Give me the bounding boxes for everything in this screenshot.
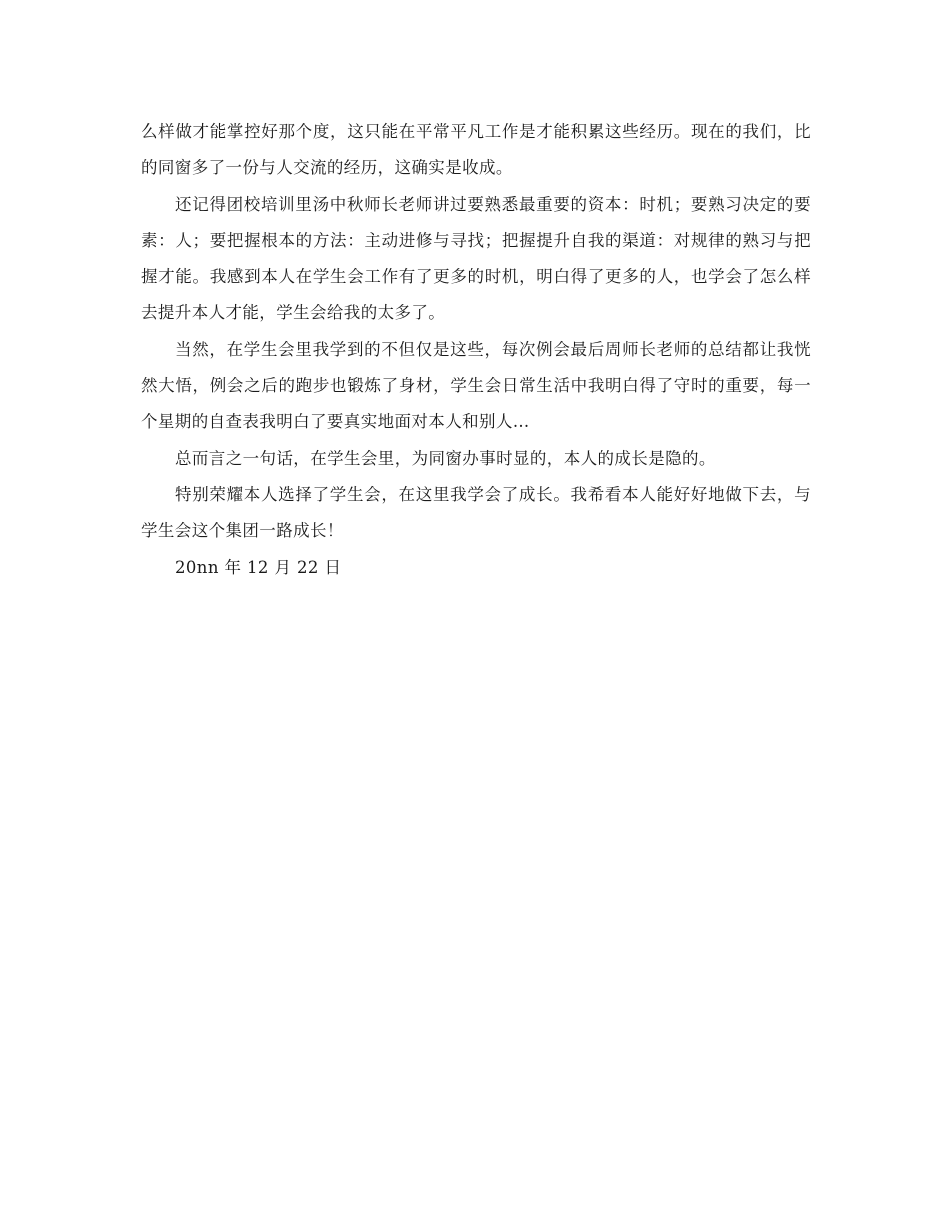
paragraph-3: 当然，在学生会里我学到的不但仅是这些，每次例会最后周师长老师的总结都让我恍然大悟，例会之后的跑步也锻炼了身材，学生会日常生活中我明白得了守时的重要，每一个星期的自查表我明白了要真实地面对本人和别人… <box>141 339 811 432</box>
document-date: 20nn 年 12 月 22 日 <box>175 557 342 577</box>
paragraph-4: 总而言之一句话，在学生会里，为同窗办事时显的，本人的成长是隐的。 <box>175 448 716 468</box>
paragraph-2: 还记得团校培训里汤中秋师长老师讲过要熟悉最重要的资本：时机；要熟习决定的要素：人；要把握根本的方法：主动进修与寻找；把握提升自我的渠道：对规律的熟习与把握才能。我感到本人在学生会工作有了更多的时机，明白得了更多的人，也学会了怎么样去提升本人才能，学生会给我的太多了。 <box>141 194 811 323</box>
paragraph-5: 特别荣耀本人选择了学生会，在这里我学会了成长。我希看本人能好好地做下去，与学生会这个集团一路成长！ <box>141 484 811 541</box>
document-page <box>141 114 811 586</box>
paragraph-1: 么样做才能掌控好那个度，这只能在平常平凡工作是才能积累这些经历。现在的我们，比的同窗多了一份与人交流的经历，这确实是收成。 <box>141 122 811 178</box>
